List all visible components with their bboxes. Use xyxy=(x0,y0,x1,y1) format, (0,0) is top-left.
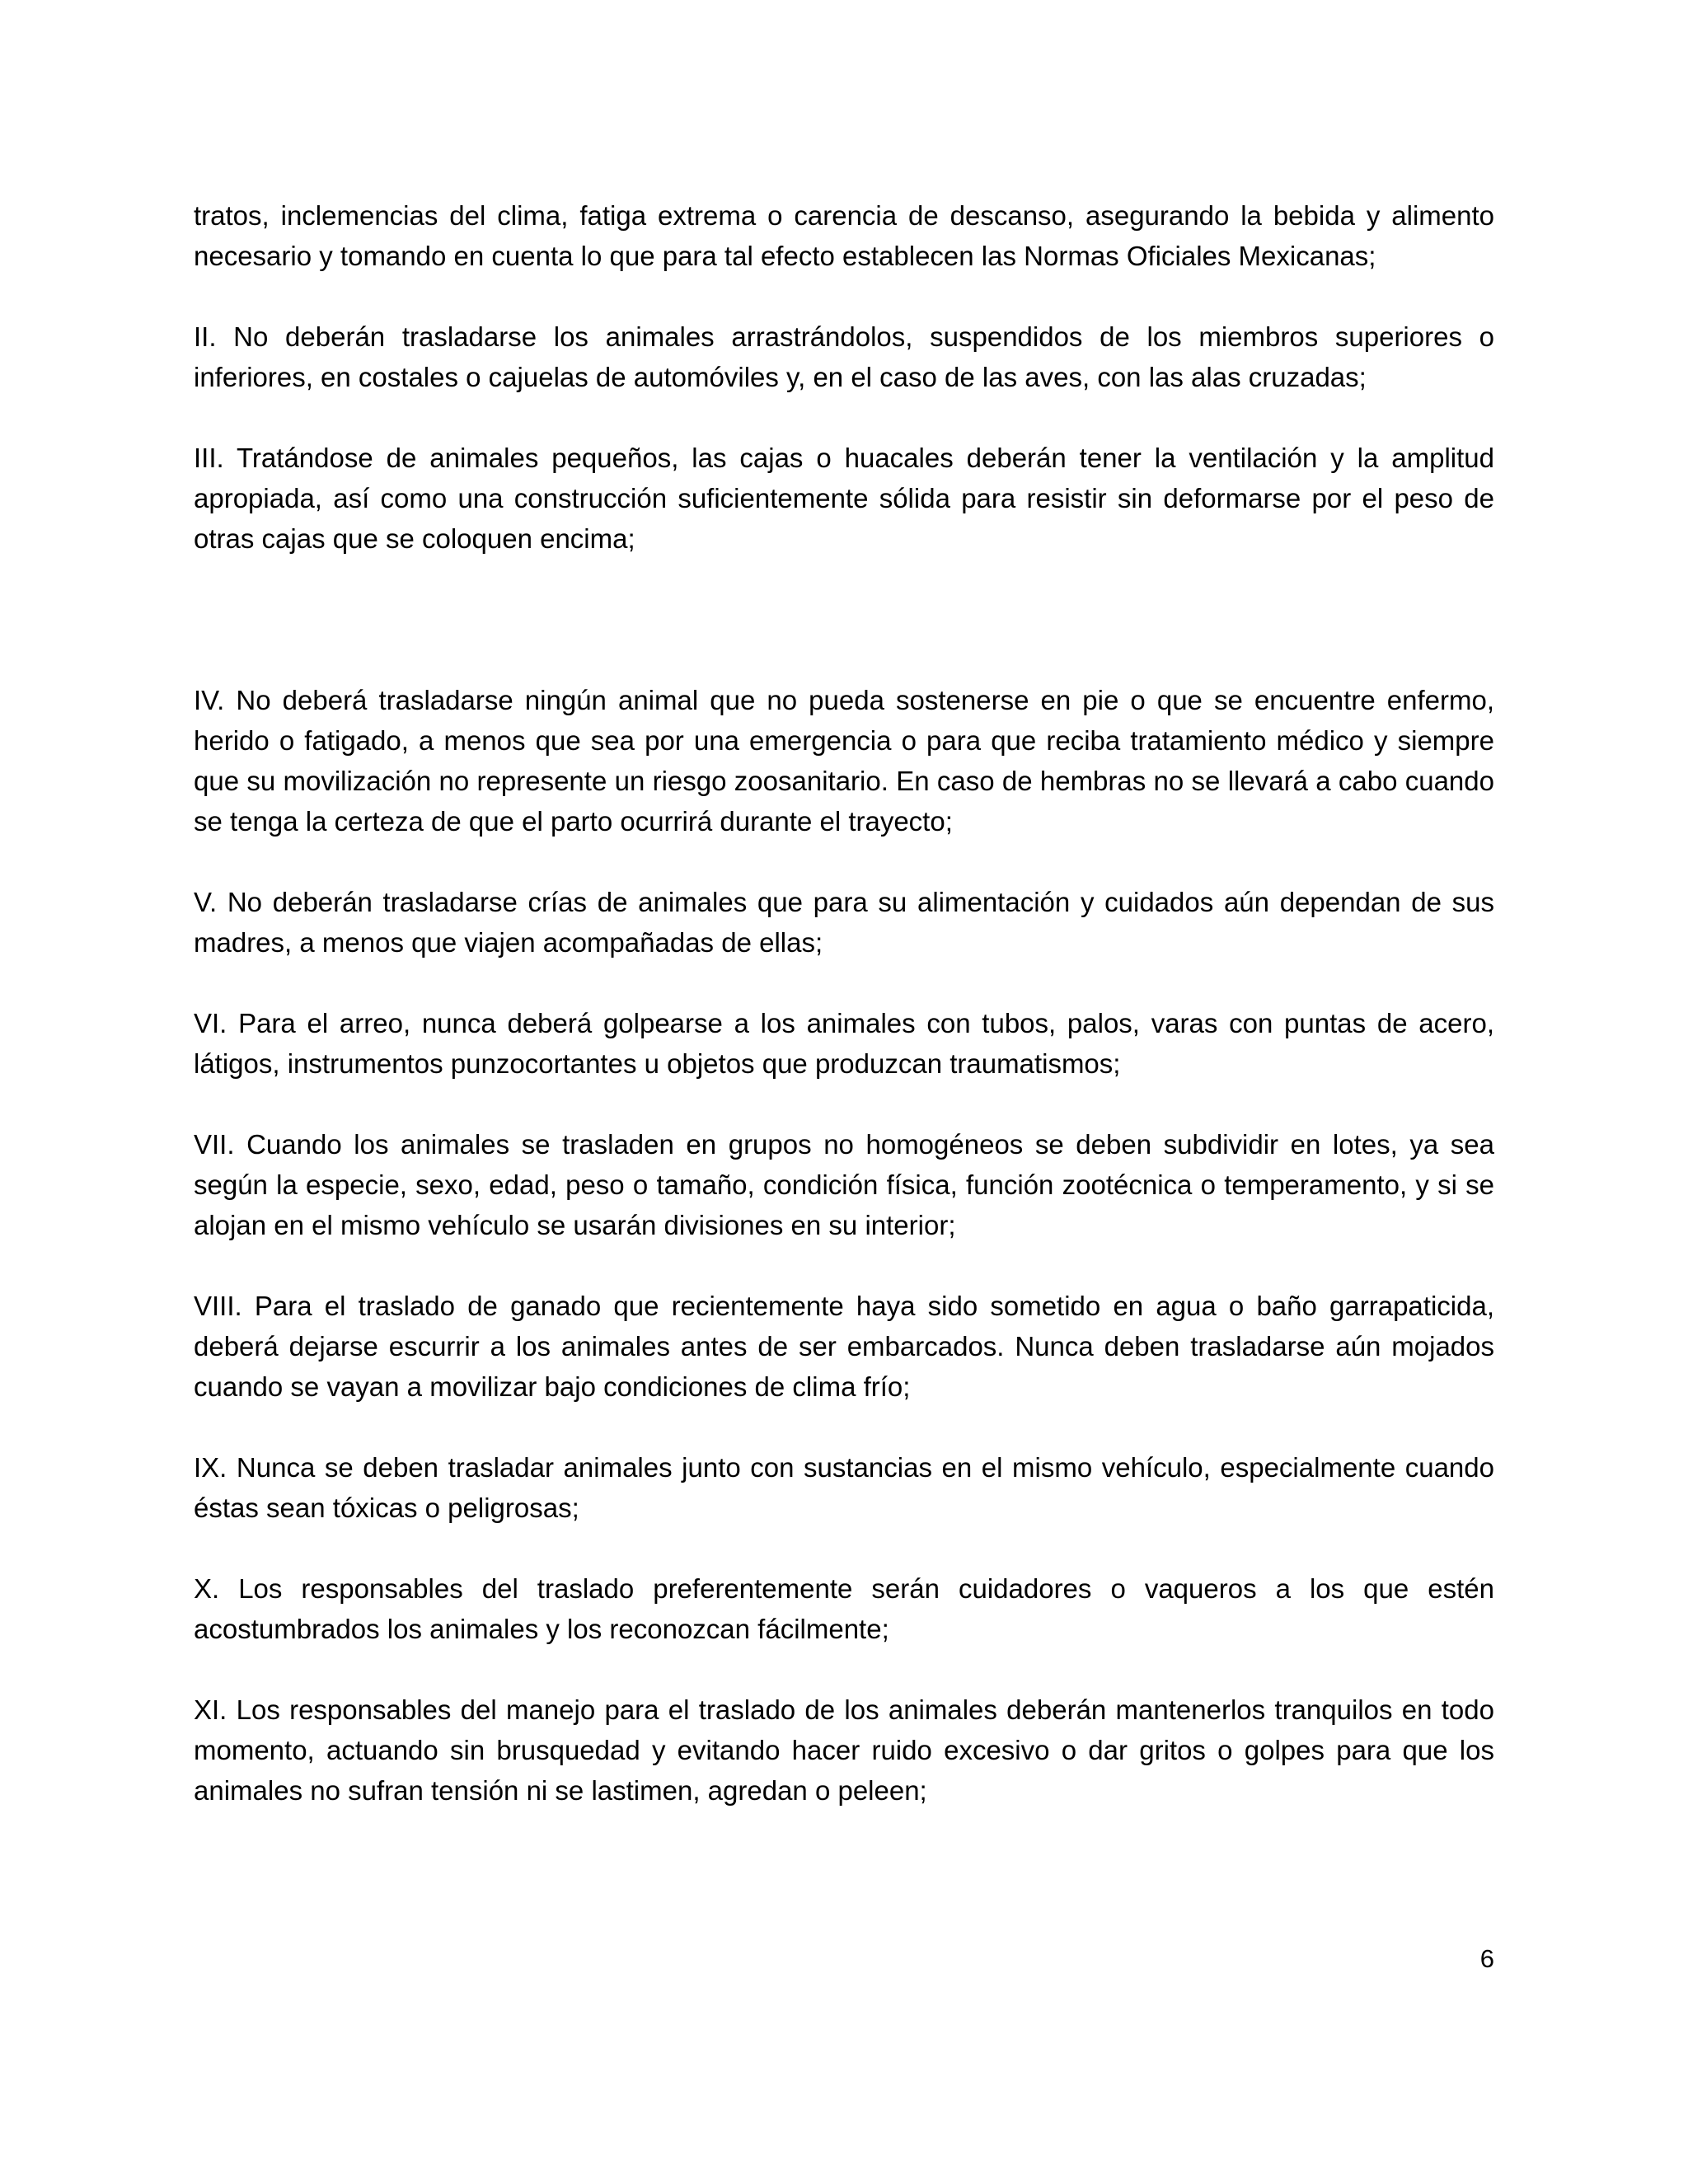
paragraph-item-iv: IV. No deberá trasladarse ningún animal que no pueda sostenerse en pie o que se encuentre enfermo, herido o fatigado, a menos que sea por una emergencia o para que reciba tratamiento médico y siempre que su movilización no represente un riesgo zoosanitario. En caso de hembras no se llevará a cabo cuando se tenga la certeza de que el parto ocurrirá durante el trayecto; xyxy=(194,685,1494,837)
paragraph-continuation: tratos, inclemencias del clima, fatiga extrema o carencia de descanso, asegurando la bebida y alimento necesario y tomando en cuenta lo que para tal efecto establecen las Normas Oficiales Mexicanas; xyxy=(194,200,1494,271)
paragraph-item-x: X. Los responsables del traslado preferentemente serán cuidadores o vaqueros a los que estén acostumbrados los animales y los reconozcan fácilmente; xyxy=(194,1573,1494,1644)
paragraph-item-iii: III. Tratándose de animales pequeños, las cajas o huacales deberán tener la ventilación y la amplitud apropiada, así como una construcción suficientemente sólida para resistir sin deformarse por el peso de otras cajas que se coloquen encima; xyxy=(194,443,1494,554)
document-body xyxy=(194,195,1494,1851)
paragraph-item-viii: VIII. Para el traslado de ganado que recientemente haya sido sometido en agua o baño garrapaticida, deberá dejarse escurrir a los animales antes de ser embarcados. Nunca deben trasladarse aún mojados cuando se vayan a movilizar bajo condiciones de clima frío; xyxy=(194,1291,1494,1402)
paragraph-item-vi: VI. Para el arreo, nunca deberá golpearse a los animales con tubos, palos, varas con puntas de acero, látigos, instrumentos punzocortantes u objetos que produzcan traumatismos; xyxy=(194,1008,1494,1079)
paragraph-item-vii: VII. Cuando los animales se trasladen en grupos no homogéneos se deben subdividir en lotes, ya sea según la especie, sexo, edad, peso o tamaño, condición física, función zootécnica o temperamento, y si se alojan en el mismo vehículo se usarán divisiones en su interior; xyxy=(194,1129,1494,1240)
page-number: 6 xyxy=(1479,1944,1494,1973)
paragraph-item-xi: XI. Los responsables del manejo para el traslado de los animales deberán mantenerlos tranquilos en todo momento, actuando sin brusquedad y evitando hacer ruido excesivo o dar gritos o golpes para que los animales no sufran tensión ni se lastimen, agredan o peleen; xyxy=(194,1694,1494,1806)
paragraph-item-ix: IX. Nunca se deben trasladar animales junto con sustancias en el mismo vehículo, especialmente cuando éstas sean tóxicas o peligrosas; xyxy=(194,1452,1494,1523)
paragraph-item-ii: II. No deberán trasladarse los animales arrastrándolos, suspendidos de los miembros superiores o inferiores, en costales o cajuelas de automóviles y, en el caso de las aves, con las alas cruzadas; xyxy=(194,321,1494,392)
paragraph-item-v: V. No deberán trasladarse crías de animales que para su alimentación y cuidados aún dependan de sus madres, a menos que viajen acompañadas de ellas; xyxy=(194,887,1494,958)
